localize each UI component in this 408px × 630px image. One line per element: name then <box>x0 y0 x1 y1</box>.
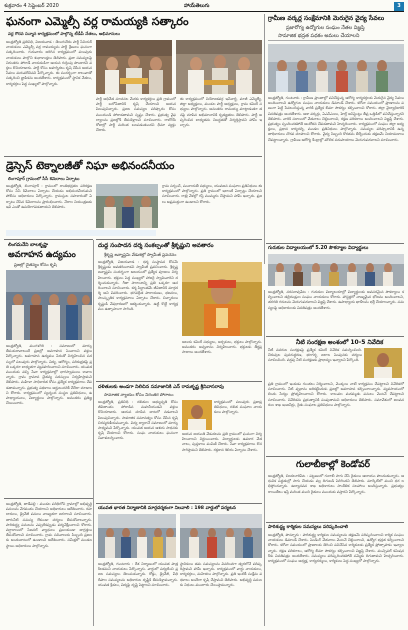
lead-subhead: వర్ల గౌరవ సన్మాన కార్యక్రమంలో పాల్గొన్న టీడీపీ నేతలు, అభిమానులు <box>8 31 120 36</box>
right-mid-body3: ప్రతి గ్రామంలో ఇంకుడు గుంతలు నిర్మించాలని, మొక్కలు నాటే కార్యక్రమం చేపట్టాలని నివేదికలో సూచించారు. నీటి వృథాను అరికట్టేందుకు ప్రజల్లో అవగాహన కల్పించాలన్నారు. వ్యవసాయంలో బిందు సేద్యం ప్రోత్సహించాలని కోరారు. కాలువల మరమ్మతు పనులు వెంటనే చేపట్టాలని సూచించారు. నివేదికను ప్రభుత్వానికి పంపుతామని అధికారులు తెలిపారు. సమావేశంలో జలవనరుల శాఖ ఇంజనీర్లు, రైతు సంఘాల ప్రతినిధులు పాల్గొన్నారు. <box>268 382 404 407</box>
right-low-headline: గులాబీకాల్లో కెండోవర్ <box>296 460 370 470</box>
left-mid-headline: అవగాహన ఉద్యమం <box>8 250 76 260</box>
right-low-body1: ఆంధ్రజ్యోతి, చిలకలూరిపేట : పట్టణంలో గులాబీ సాగు చేసే రైతులు ఆదాయం పొందుతున్నారు. ఆధునిక పద్ధతుల్లో సాగు చేయడం వల్ల దిగుబడి పెరిగిందని తెలిపారు. మార్కెట్‌లో మంచి ధర లభిస్తోందన్నారు. ఉద్యానవన శాఖ అధికారులు సాంకేతిక సలహాలు అందిస్తున్నారు. ప్రభుత్వం రాయితీలు ఇస్తే మరింత మంది రైతులు ముందుకు వస్తారని పేర్కొన్నారు. <box>268 474 404 494</box>
dress-subhead: లింగాపూర్ గ్రామంలో సీసీ కెమెరాలు ఏర్పాటు <box>8 176 80 181</box>
dress-photo <box>96 184 158 228</box>
right-mid-photo <box>268 254 404 286</box>
lead-body-col3: ఈ కార్యక్రమంలో నియోజకవర్గ ఇన్‌చార్జి, మాజీ ఎమ్మెల్యే, జిల్లా అధ్యక్షులు, మండల పార్టీ అధ్యక్షులు, గ్రామ కమిటీ సభ్యులు పాల్గొన్నారు. అనంతరం రామయ్య మాట్లాడుతూ తనపై చూపిన అభిమానానికి కృతజ్ఞతలు తెలిపారు. పార్టీ అప్పగించిన బాధ్యతను నిబద్ధతతో నిర్వర్తిస్తానని హామీ ఇచ్చారు. <box>180 97 262 128</box>
page-number: 3 <box>394 2 404 11</box>
center-mid-headline: దుద్ద సంపాదన దర్శ సంకల్పంతో శ్రీకృష్ణుని అవతారం <box>98 243 214 249</box>
page-header <box>4 2 404 12</box>
left-mid-kicker: లింగమనేని బాలకృష్ణా <box>8 243 49 248</box>
dress-headline: డ్రెస్సెస్ టెక్నాలజీతో నిఘా అభినందనీయం <box>6 160 175 172</box>
right-top-headline: గ్రామీణ వర్కర్ల సంక్షేమానికి మెరుగైన వైద్య సేవలు <box>268 15 385 22</box>
right-top-body: ఆంధ్రజ్యోతి, గుంటూరు : గ్రామీణ ప్రాంతాల్లో పనిచేస్తున్న ఆరోగ్య కార్యకర్తలకు మెరుగైన వైద్య సేవలు అందించాలని ఉద్యోగుల సంఘం నాయకులు డిమాండ్ చేశారు. కరోనా సమయంలో ప్రాణాలను పణంగా పెట్టి సేవలందిస్తున్న వారికి ప్రత్యేక బీమా సౌకర్యం కల్పించాలని కోరారు. జిల్లా వైద్యాధికారికి వినతిపత్రం అందజేశారు. ఆశా వర్కర్లు, ఏఎన్ఎంలు, హెల్త్ అసిస్టెంట్లు తీవ్ర ఒత్తిడిలో పనిచేస్తున్నారని తెలిపారు. వారికి సకాలంలో వేతనాలు చెల్లించాలని, రక్షణ పరికరాలు అందించాలని విజ్ఞప్తి చేశారు. ప్రభుత్వం స్పందించకపోతే ఆందోళన చేపడతామని హెచ్చరించారు. కార్యక్రమంలో సంఘం జిల్లా అధ్యక్షులు, ప్రధాన కార్యదర్శి, మండల ప్రతినిధులు పాల్గొన్నారు. సమస్యల పరిష్కారానికి ఉన్నతాధికారులు చొరవ చూపాలని కోరారు. వైద్య సిబ్బంది కొరతను తీర్చేందుకు తక్షణమే నియామకాలు చేపట్టాలన్నారు. గ్రామీణ ఆరోగ్య కేంద్రాల్లో మౌలిక సదుపాయాలు మెరుగుపరచాలని సూచించారు. <box>268 96 404 142</box>
issue-date: శుక్రవారం 4 సెప్టెంబర్ 2020 <box>4 3 59 9</box>
center-low-photo <box>182 400 212 430</box>
masthead: హాయ్‌తెలుగు <box>184 3 210 9</box>
bottom-center-body1: ఆంధ్రజ్యోతి, గుంటూరు : దేశ నిర్మాణంలో యువత పాత్ర కీలకమని నాయకులు పేర్కొన్నారు. వార్డులో పర్యటించి ప్రజల సమస్యలు తెలుసుకున్నారు. రోడ్లు, డ్రైనేజీ, వీధి దీపాల సమస్యలను అధికారుల దృష్టికి తీసుకెళ్తామన్నారు. యువత క్రీడలు, విద్యపై దృష్టి పెట్టాలని సూచించారు. <box>98 562 178 587</box>
center-low-subhead: సామాజిక న్యాయం కోసం నిరంతర పోరాటం <box>104 392 174 397</box>
dress-body-col2: గ్రామ సర్పంచ్, పంచాయతీ సభ్యులు, యువజన సంఘాల ప్రతినిధులు ఈ కార్యక్రమంలో పాల్గొన్నారు. ప్రతి గ్రామంలో ఇలాంటి ఏర్పాట్లు చేయాలని సూచించారు. రాత్రి వేళల్లో గస్తీ ముమ్మరం చేస్తామని హామీ ఇచ్చారు. ప్రజలు అప్రమత్తంగా ఉండాలని కోరారు. <box>162 184 262 204</box>
center-mid-subhead: శ్రీకృష్ణ జన్మాష్టమి వేడుకల్లో స్వామీజీ ప్రవచనం <box>104 252 177 257</box>
center-mid-body2: ఆలయ కమిటీ సభ్యులు, అర్చకులు, భక్తులు పాల్గొన్నారు. అనంతరం అన్నదానం నిర్వహించారు. భక్తులకు తీర్థప్రసాదాలు అందజేశారు. <box>182 340 262 355</box>
center-low-body3: ఆయన జయంతి వేడుకలను ప్రతి గ్రామంలో ఘనంగా నిర్వహించాలని నిర్ణయించారు. విద్యార్థులకు ఉపకార వేతనాలు, పుస్తకాలు పంపిణీ చేశారు. సేవా కార్యక్రమాలు కొనసాగిస్తామని తెలిపారు. రక్తదాన శిబిరం ఏర్పాటు చేశారు. <box>182 432 262 452</box>
center-low-body2: కార్యక్రమంలో పలువురు ప్రజాప్రతినిధులు, దళిత సంఘాల నాయకులు పాల్గొన్నారు. <box>214 400 262 415</box>
right-low-subhead: పారిశుద్ధ్య కార్మికుల సమస్యలు పరిష్కరించాలి <box>268 525 349 530</box>
dress-banner <box>6 230 156 236</box>
right-mid-photo-2 <box>364 348 402 378</box>
lead-headline: ఘనంగా ఎమ్మెల్సీ వర్ల రామయ్యకి సత్కారం <box>6 15 189 28</box>
bottom-center-body2: స్థానికులు తమ సమస్యలను వివరించగా త్వరలోనే పరిష్కరిస్తామని హామీ ఇచ్చారు. కార్యక్రమంలో వార్డు నాయకులు, కార్యకర్తలు, మహిళలు పాల్గొన్నారు. ప్రతి ఇంటికీ సంక్షేమ పథకాలు అందేలా కృషి చేస్తామని తెలిపారు. అభివృద్ధి పనులకు నిధులు మంజూరు చేయిస్తామన్నారు. <box>180 562 262 587</box>
right-mid-headline2: నీటి సంరక్షణ అంశంలో 10-5 నివేదిక <box>296 339 384 346</box>
bottom-center-photo-1 <box>98 514 176 558</box>
lead-photo-2 <box>176 40 262 94</box>
lead-photo-1 <box>96 40 172 94</box>
right-mid-body2: నీటి వనరుల సంరక్షణపై ప్రత్యేక కమిటీ నివేదిక సమర్పించింది. చెరువుల పునరుద్ధరణ, భూగర్భ జలాల పెంపునకు చర్యలు సూచించింది. వర్షపు నీటి సంరక్షణకు ప్రాధాన్యం ఇవ్వాలని పేర్కొంది. <box>268 348 362 363</box>
right-mid-headline: గురుకుల విద్యాలయంలో 5.20 సౌకర్యాల విద్యార్థులు <box>268 246 369 251</box>
left-bottom-body: ఆంధ్రజ్యోతి, తాడేపల్లి : మండల పరిధిలోని గ్రామాల్లో అభివృద్ధి పనులను వేగవంతం చేయాలని అధికారులు ఆదేశించారు. రహదారులు, డ్రైనేజీ పనులు నాణ్యతగా జరగాలని సూచించారు. తాగునీటి సమస్య లేకుండా చర్యలు తీసుకోవాలన్నారు. పారిశుద్ధ్య పనులను ఎప్పటికప్పుడు పర్యవేక్షించాలని కోరారు. వర్షాకాలంలో సీజనల్ వ్యాధులు ప్రబలకుండా జాగ్రత్తలు తీసుకోవాలని సూచించారు. గ్రామ సచివాలయ సిబ్బంది ప్రజలకు అందుబాటులో ఉండాలని ఆదేశించారు. సమీక్షలో మండల స్థాయి అధికారులు పాల్గొన్నారు. <box>6 502 92 548</box>
right-top-photo <box>268 44 404 92</box>
center-low-headline: దళితులకు అండగా నిలిచిన సమాజానికి ఎన్ రామకృష్ణ శ్రీనివాసరావు <box>98 385 224 390</box>
dress-body-col1: ఆంధ్రజ్యోతి, లింగాపూర్ : గ్రామంలో శాంతిభద్రతల పరిరక్షణ కోసం సీసీ కెమెరాలు ఏర్పాటు చేయడం అభినందనీయమని పోలీసు అధికారులు పేర్కొన్నారు. గ్రామస్తుల సహకారంతో ఏర్పాటు చేసిన కెమెరాలను ప్రారంభించారు. నేరాల నియంత్రణకు ఇవి ఎంతో ఉపయోగపడతాయని తెలిపారు. <box>6 184 92 209</box>
left-mid-subhead: ప్రజల్లో చైతన్యం కోసం కృషి <box>14 262 57 267</box>
center-mid-body1: ఆంధ్రజ్యోతి, విజయవాడ : ధర్మ సంస్థాపన కోసమే శ్రీకృష్ణుడు అవతరించాడని స్వామీజీ ప్రవచించారు. శ్రీకృష్ణ జన్మాష్టమి సందర్భంగా ఆలయంలో ప్రత్యేక పూజలు నిర్వహించారు. భక్తులు పెద్ద సంఖ్యలో హాజరై స్వామివారిని దర్శించుకున్నారు. గీతా సారాంశాన్ని ప్రతి ఒక్కరూ ఆచరించాలని సూచించారు. కర్మ సిద్ధాంతమే జీవితానికి మార్గదర్శి అని వివరించారు. భగవద్గీత పారాయణం, భజనలు, సాంస్కృతిక కార్యక్రమాలు ఏర్పాటు చేశారు. చిన్నారులు కృష్ణుడి వేషధారణలో ఆకట్టుకున్నారు. ఉట్టి కొట్టే కార్యక్రమం ఉత్సాహంగా సాగింది. <box>98 260 178 311</box>
left-mid-photo <box>6 270 92 340</box>
bottom-center-headline: యువత భారత నిర్మాణానికి మార్గదర్శకంగా నిలవాలి : 198 వార్డులో పర్యటన <box>98 506 236 511</box>
lead-body-col1: ఆంధ్రజ్యోతి ప్రతినిధి, విజయవాడ : తెలుగుదేశం పార్టీ సీనియర్ నాయకులు ఎమ్మెల్సీ వర్ల రామయ్యను పార్టీ శ్రేణులు ఘనంగా సత్కరించారు. గురువారం జరిగిన కార్యక్రమంలో పలువురు నాయకులు పాల్గొని శుభాకాంక్షలు తెలిపారు. ప్రజా సమస్యలపై నిరంతరం పోరాడే నాయకుడిగా ఆయన గుర్తింపు పొందారని వక్తలు కొనియాడారు. పార్టీ కోసం అహర్నిశలు కృషి చేసిన ఆయన సేవలు మరువలేనివని పేర్కొన్నారు. ఈ సందర్భంగా శాలువాతో సత్కరించి జ్ఞాపికను అందజేశారు. కార్యక్రమంలో స్థానిక నేతలు, కార్యకర్తలు పెద్ద సంఖ్యలో పాల్గొన్నారు. <box>6 40 92 86</box>
left-mid-body: ఆంధ్రజ్యోతి, మంగళగిరి : సమాజంలో మార్పు తీసుకురావాలంటే ప్రజల్లో అవగాహన పెంచాలని వక్తలు పేర్కొన్నారు. అవగాహన ఉద్యమం పేరుతో నిర్వహించిన సదస్సులో పలువురు పాల్గొన్నారు. విద్య, ఆరోగ్యం, పరిశుభ్రతపై ప్రతి ఒక్కరూ బాధ్యతగా వ్యవహరించాలని సూచించారు. యువత ముందుకు వచ్చి సేవా కార్యక్రమాల్లో భాగస్వాములు కావాలన్నారు. గ్రామ గ్రామాన చైతన్య సదస్సులు నిర్వహిస్తామని తెలిపారు. మహిళా సాధికారత కోసం ప్రత్యేక కార్యక్రమాలు చేపడతామన్నారు. ప్రభుత్వ పథకాలు అర్హులందరికీ చేరేలా చూడాలని కోరారు. కార్యక్రమంలో స్వచ్ఛంద సంస్థల ప్రతినిధులు, ఉపాధ్యాయులు, విద్యార్థులు పాల్గొన్నారు. అనంతరం ప్రతిజ్ఞ చేయించారు. <box>6 344 92 406</box>
right-mid-body1: ఆంధ్రజ్యోతి, నరసరావుపేట : గురుకుల విద్యాలయాల్లో విద్యార్థులకు అవసరమైన సౌకర్యాలు కల్పించాలని తల్లిదండ్రుల సంఘం నాయకులు కోరారు. హాస్టళ్లలో నాణ్యమైన భోజనం అందించాలని, తరగతి గదులను మెరుగుపరచాలని విజ్ఞప్తి చేశారు. ఉపాధ్యాయ ఖాళీలను భర్తీ చేయాలన్నారు. సమస్యలపై అధికారులకు వినతిపత్రం అందజేశారు. <box>268 290 404 310</box>
bottom-center-photo-2 <box>180 514 262 558</box>
lead-body-col2: పార్టీ అధినేత సూచనల మేరకు కార్యకర్తలు ప్రతి గ్రామంలో పార్టీ బలోపేతానికి కృషి చేయాలని ఆయన పిలుపునిచ్చారు. ప్రజల సమస్యల పరిష్కారం కోసం ముందుండి పోరాడతామని స్పష్టం చేశారు. ప్రభుత్వ వైఫల్యాలను ప్రజల్లోకి తీసుకెళ్లాలని సూచించారు. రాబోయే రోజుల్లో పార్టీ మరింత బలపడుతుందని ధీమా వ్యక్తం చేశారు. <box>96 97 176 133</box>
center-mid-photo <box>182 262 262 336</box>
right-top-subhead1: ప్రజారోగ్య ఉద్యోగుల సంఘం నేతల విజ్ఞప్తి <box>286 25 365 31</box>
center-low-body1: ఆంధ్రజ్యోతి, ప్రతినిధి : దళితుల అభ్యున్నతి కోసం జీవితాంతం పోరాడిన మహనీయుడని వక్తలు కొనియాడారు. ఆయన చూపిన బాటలో నడవాలని పిలుపునిచ్చారు. సామాజిక సమానత్వం కోసం చేసిన కృషి చిరస్మరణీయమన్నారు. విద్య ద్వారానే సమాజంలో మార్పు సాధ్యమని పేర్కొన్నారు. యువత ఆయన ఆశయ సాధనకు కృషి చేయాలని కోరారు. సంఘ నాయకులు ఘనంగా నివాళులర్పించారు. <box>98 400 178 441</box>
right-top-subhead2: సామాజిక భద్రత పథకం అమలు చేయాలని <box>278 33 360 39</box>
right-low-body2: ఆంధ్రజ్యోతి, పొన్నూరు : పారిశుద్ధ్య కార్మికుల సమస్యలను తక్షణమే పరిష్కరించాలని కార్మిక సంఘం నాయకులు డిమాండ్ చేశారు. పెండింగ్ వేతనాలు వెంటనే చెల్లించాలని, ఉద్యోగ భద్రత కల్పించాలని కోరారు. కరోనా సమయంలో ప్రాణాలకు తెగించి పనిచేసిన కార్మికులకు ప్రత్యేక ప్రోత్సాహకం ఇవ్వాలన్నారు. రక్షణ పరికరాలు, ఆరోగ్య బీమా సౌకర్యం కల్పించాలని విజ్ఞప్తి చేశారు. మున్సిపల్ కమిషనర్‌కు వినతిపత్రం అందజేశారు. సమస్యలు పరిష్కరించకపోతే సమ్మెకు దిగుతామని హెచ్చరించారు. కార్యక్రమంలో సంఘం అధ్యక్ష, కార్యదర్శులు, కార్మికులు పెద్ద సంఖ్యలో పాల్గొన్నారు. <box>268 533 404 564</box>
